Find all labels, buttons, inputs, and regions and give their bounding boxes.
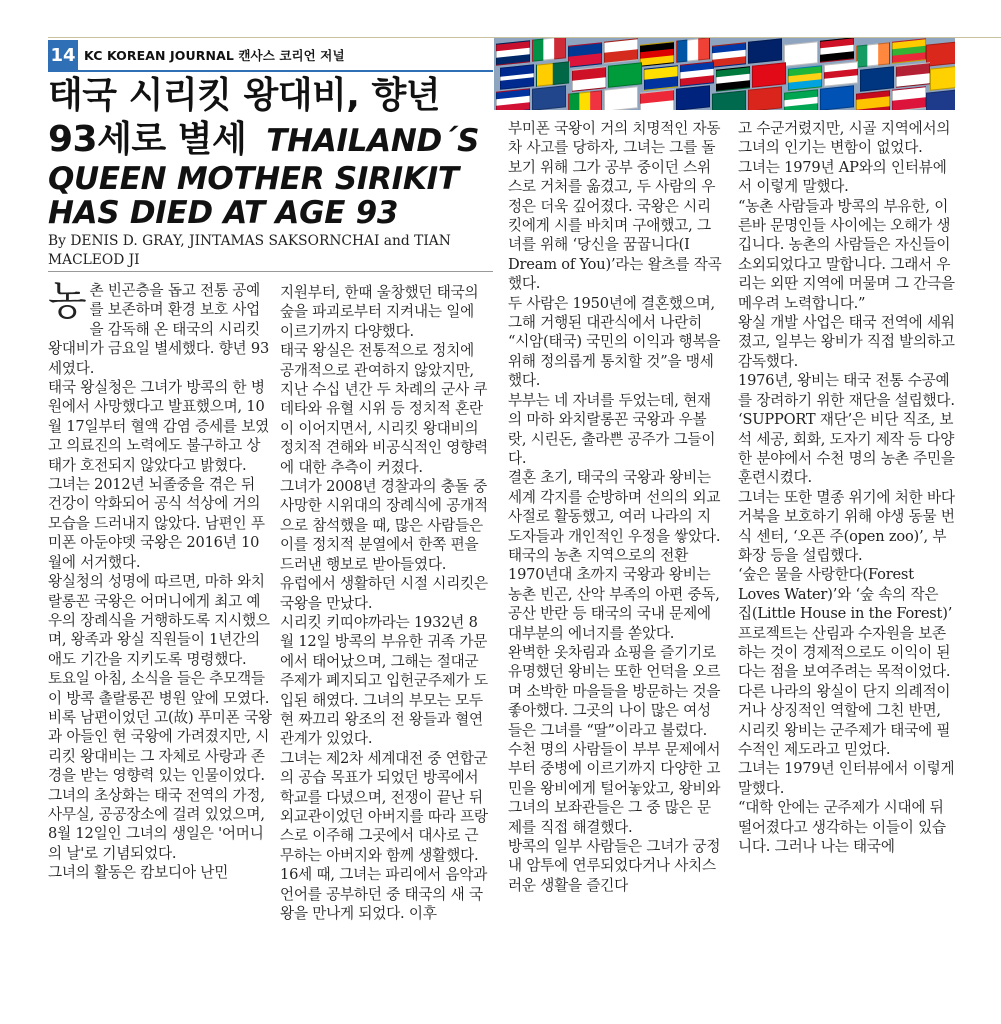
- paragraph: [48, 278, 272, 378]
- article-column-3: [508, 119, 722, 895]
- paragraph: 그녀는 1979년 AP와의 인터뷰에서 이렇게 말했다.: [738, 158, 947, 196]
- flag-icon: [748, 86, 782, 110]
- flag-icon: [604, 86, 638, 110]
- flag-icon: [568, 90, 602, 110]
- flag-icon: [784, 89, 818, 110]
- flag-icon: [856, 42, 890, 68]
- flag-icon: [788, 65, 822, 91]
- byline: By DENIS D. GRAY, JINTAMAS SAKSORNCHAI and TIAN MACLEOD JI: [48, 233, 451, 268]
- paragraph: 방콕의 일부 사람들은 그녀가 궁정 내 암투에 연루되었다거나 사치스러운 생활을 즐긴다: [508, 838, 721, 894]
- paragraph: 그녀는 2012년 뇌졸중을 겪은 뒤 건강이 악화되어 공식 석상에 거의 모습을 드러내지 않았다. 남편인 푸미폰 아둔야뎃 국왕은 2016년 10월에 서거했다.: [48, 476, 265, 571]
- paragraph: ‘숲은 물을 사랑한다(Forest Loves Water)’와 ‘숲 속의 작은 집(Little House in the Forest)’ 프로젝트는 산림과 수자원을 보존하는 것이 경제적으로도 이익이 된다는 점을 보여주려는 목적이었다.: [738, 566, 953, 681]
- flags-banner-icon: [494, 38, 955, 110]
- headline-korean-line1: 태국 시리킷 왕대비, 향년: [48, 75, 441, 116]
- paragraph: 그녀의 활동은 캄보디아 난민: [48, 864, 229, 882]
- paragraph: 그녀가 2008년 경찰과의 충돌 중 사망한 시위대의 장례식에 공개적으로 참석했을 때, 많은 사람들은 이를 정치적 분열에서 한쪽 편을 드러낸 행보로 받아들였다.: [280, 478, 488, 573]
- flag-icon: [820, 85, 854, 110]
- headline-english-part2: QUEEN MOTHER SIRIKIT HAS DIED AT AGE 93: [48, 161, 459, 231]
- headline-korean-line2: 93세로 별세: [48, 119, 247, 160]
- paragraph: 시리킷 키띠야까라는 1932년 8월 12일 방콕의 부유한 귀족 가문에서 태어났으며, 그해는 절대군주제가 폐지되고 입헌군주제가 도입된 해였다. 그녀의 부모는 모두 현 짜끄리 왕조의 전 왕들과 혈연관계가 있었다.: [280, 613, 488, 748]
- paragraph: 지원부터, 한때 울창했던 태국의 숲을 파괴로부터 지켜내는 일에 이르기까지 다양했다.: [280, 284, 479, 340]
- paragraph: 유럽에서 생활하던 시절 시리킷은 국왕을 만났다.: [280, 575, 488, 612]
- flag-icon: [716, 66, 750, 92]
- paragraph: 완벽한 옷차림과 쇼핑을 즐기기로 유명했던 왕비는 또한 언덕을 오르며 소박한 마을들을 방문하는 것을 좋아했다. 그곳의 나이 많은 여성들은 그녀를 “딸”이라고 불렀다.: [508, 643, 721, 739]
- headline-line2: [48, 118, 493, 162]
- flag-icon: [572, 66, 606, 92]
- flag-icon: [496, 40, 530, 66]
- paragraph: 다른 나라의 왕실이 단지 의례적이거나 상징적인 역할에 그친 반면, 시리킷 왕비는 군주제가 태국에 필수적인 제도라고 믿었다.: [738, 682, 951, 758]
- flag-icon: [892, 38, 926, 64]
- flag-icon: [930, 65, 955, 91]
- flag-icon: [496, 88, 530, 110]
- flag-icon: [640, 41, 674, 67]
- drop-cap: 농: [48, 278, 87, 324]
- paragraph: 그녀의 초상화는 태국 전역의 가정, 사무실, 공공장소에 걸려 있었으며, 8월 12일인 그녀의 생일은 '어머니의 날'로 기념되었다.: [48, 786, 265, 862]
- paragraph: 고 수군거렸지만, 시골 지역에서의 그녀의 인기는 변함이 없었다.: [738, 120, 951, 157]
- paragraph: 두 사람은 1950년에 결혼했으며, 그해 거행된 대관식에서 나란히 “시암(태국) 국민의 이익과 행복을 위해 정의롭게 통치할 것”을 맹세했다.: [508, 294, 721, 390]
- flag-icon: [784, 41, 818, 67]
- flag-icon: [568, 42, 602, 68]
- flag-icon: [820, 38, 854, 63]
- flag-icon: [536, 61, 570, 87]
- flag-icon: [712, 90, 746, 110]
- flag-icon: [676, 85, 710, 110]
- paragraph: 토요일 아침, 소식을 들은 추모객들이 방콕 촐랄롱꼰 병원 앞에 모였다.: [48, 670, 270, 707]
- paragraph: 태국 왕실은 전통적으로 정치에 공개적으로 관여하지 않았지만, 지난 수십 년간 두 차례의 군사 쿠데타와 유혈 시위 등 정치적 혼란이 이어지면서, 시리킷 왕대비의 정치적 견해와 비공식적인 영향력에 대한 추측이 커졌다.: [280, 342, 488, 476]
- paragraph: 비록 남편이었던 고(故) 푸미폰 국왕과 아들인 현 국왕에 가려졌지만, 시리킷 왕대비는 그 자체로 사랑과 존경을 받는 영향력 있는 인물이었다.: [48, 708, 272, 785]
- paragraph: 왕실 개발 사업은 태국 전역에 세워졌고, 일부는 왕비가 직접 발의하고 감독했다.: [738, 314, 955, 370]
- article-column-4: [738, 119, 956, 856]
- paragraph: 1976년, 왕비는 태국 전통 수공예를 장려하기 위한 재단을 설립했다. ‘SUPPORT 재단’은 비단 직조, 보석 세공, 회화, 도자기 제작 등 다양한 분야에서 수천 명의 농촌 주민을 훈련시켰다.: [738, 372, 955, 487]
- header-underline: [48, 70, 493, 72]
- flag-icon: [500, 64, 534, 90]
- paragraph: “대학 안에는 군주제가 시대에 뒤떨어졌다고 생각하는 이들이 있습니다. 그러나 나는 태국에: [738, 799, 946, 856]
- paragraph: “농촌 사람들과 방콕의 부유한, 이른바 문명인들 사이에는 오해가 생깁니다. 농촌의 사람들은 자신들이 소외되었다고 말합니다. 그래서 우리는 외딴 지역에 머물며 그 간극을 메우려 노력합니다.”: [738, 197, 955, 312]
- flag-icon: [892, 86, 926, 110]
- flag-icon: [640, 89, 674, 110]
- flag-icon: [926, 89, 955, 110]
- flag-icon: [644, 65, 678, 91]
- flag-icon: [608, 62, 642, 88]
- flag-icon: [926, 41, 955, 67]
- paragraph: 태국의 농촌 지역으로의 전환 1970년대 초까지 국왕과 왕비는 농촌 빈곤, 산악 부족의 아편 중독, 공산 반란 등 태국의 국내 문제에 대부분의 에너지를 쏟았다.: [508, 546, 720, 642]
- flag-icon: [676, 38, 710, 63]
- paragraph: 부부는 네 자녀를 두었는데, 현재의 마하 와치랄롱꼰 국왕과 우볼랏, 시린돈, 출라쁜 공주가 그들이다.: [508, 391, 716, 467]
- paragraph: 왕실청의 성명에 따르면, 마하 와치랄롱꼰 국왕은 어머니에게 최고 예우의 장례식을 거행하도록 지시했으며, 왕족과 왕실 직원들이 1년간의 애도 기간을 지키도록 명령했다.: [48, 573, 270, 668]
- paragraph: 태국 왕실청은 그녀가 방콕의 한 병원에서 사망했다고 발표했으며, 10월 17일부터 혈액 감염 증세를 보였고 의료진의 노력에도 불구하고 상태가 호전되지 않았다고 밝혔다.: [48, 379, 270, 474]
- flag-icon: [532, 38, 566, 62]
- page-header: [48, 40, 345, 70]
- paragraph-text: 촌 빈곤층을 돕고 전통 공예를 보존하며 환경 보호 사업을 감독해 온 태국의 시리킷 왕대비가 금요일 별세했다. 향년 93세였다.: [48, 282, 270, 377]
- page-number: 14: [48, 40, 78, 70]
- flag-icon: [856, 90, 890, 110]
- flag-icon: [748, 38, 782, 64]
- flag-icon: [896, 62, 930, 88]
- flag-icon: [712, 42, 746, 68]
- flag-icon: [752, 62, 786, 88]
- flag-icon: [604, 38, 638, 64]
- paragraph: 결혼 초기, 태국의 국왕과 왕비는 세계 각지를 순방하며 선의의 외교 사절로 활동했고, 여러 나라의 지도자들과 개인적인 우정을 쌓았다.: [508, 469, 721, 545]
- paragraph: 그녀는 1979년 인터뷰에서 이렇게 말했다.: [738, 760, 955, 797]
- paragraph: 그녀는 또한 멸종 위기에 처한 바다거북을 보호하기 위해 야생 동물 번식 센터, ‘오픈 주(open zoo)’, 부화장 등을 설립했다.: [738, 488, 955, 564]
- flag-icon: [532, 85, 566, 110]
- paragraph: 수천 명의 사람들이 부부 문제에서부터 중병에 이르기까지 다양한 고민을 왕비에게 털어놓았고, 왕비와 그녀의 보좌관들은 그 중 많은 문제를 직접 해결했다.: [508, 741, 721, 836]
- paragraph: 16세 때, 그녀는 파리에서 음악과 언어를 공부하던 중 태국의 새 국왕을 만나게 되었다. 이후: [280, 866, 488, 922]
- paragraph: 그녀는 제2차 세계대전 중 연합군의 공습 목표가 되었던 방콕에서 학교를 다녔으며, 전쟁이 끝난 뒤 외교관이었던 아버지를 따라 프랑스로 이주해 그곳에서 대사로 근무하는 아버지와 함께 생활했다.: [280, 749, 488, 864]
- byline-rule: [48, 271, 493, 272]
- paragraph: 부미폰 국왕이 거의 치명적인 자동차 사고를 당하자, 그녀는 그를 돌보기 위해 그가 공부 중이던 스위스로 거처를 옮겼고, 두 사람의 우정은 더욱 깊어졌다. 국왕은 시리킷에게 시를 바치며 구애했고, 그녀를 위해 ‘당신을 꿈꿉니다(I Dream of You)’라는 왈츠를 작곡했다.: [508, 120, 722, 293]
- flag-icon: [680, 61, 714, 87]
- article-column-2: [280, 283, 490, 923]
- flag-icon: [824, 61, 858, 87]
- article-column-1: [48, 278, 272, 883]
- headline-english-part1: THAILAND´S: [266, 123, 480, 159]
- journal-title: KC KOREAN JOURNAL 캔사스 코리언 저널: [84, 48, 345, 63]
- article-headline: [48, 74, 493, 230]
- flag-icon: [860, 66, 894, 92]
